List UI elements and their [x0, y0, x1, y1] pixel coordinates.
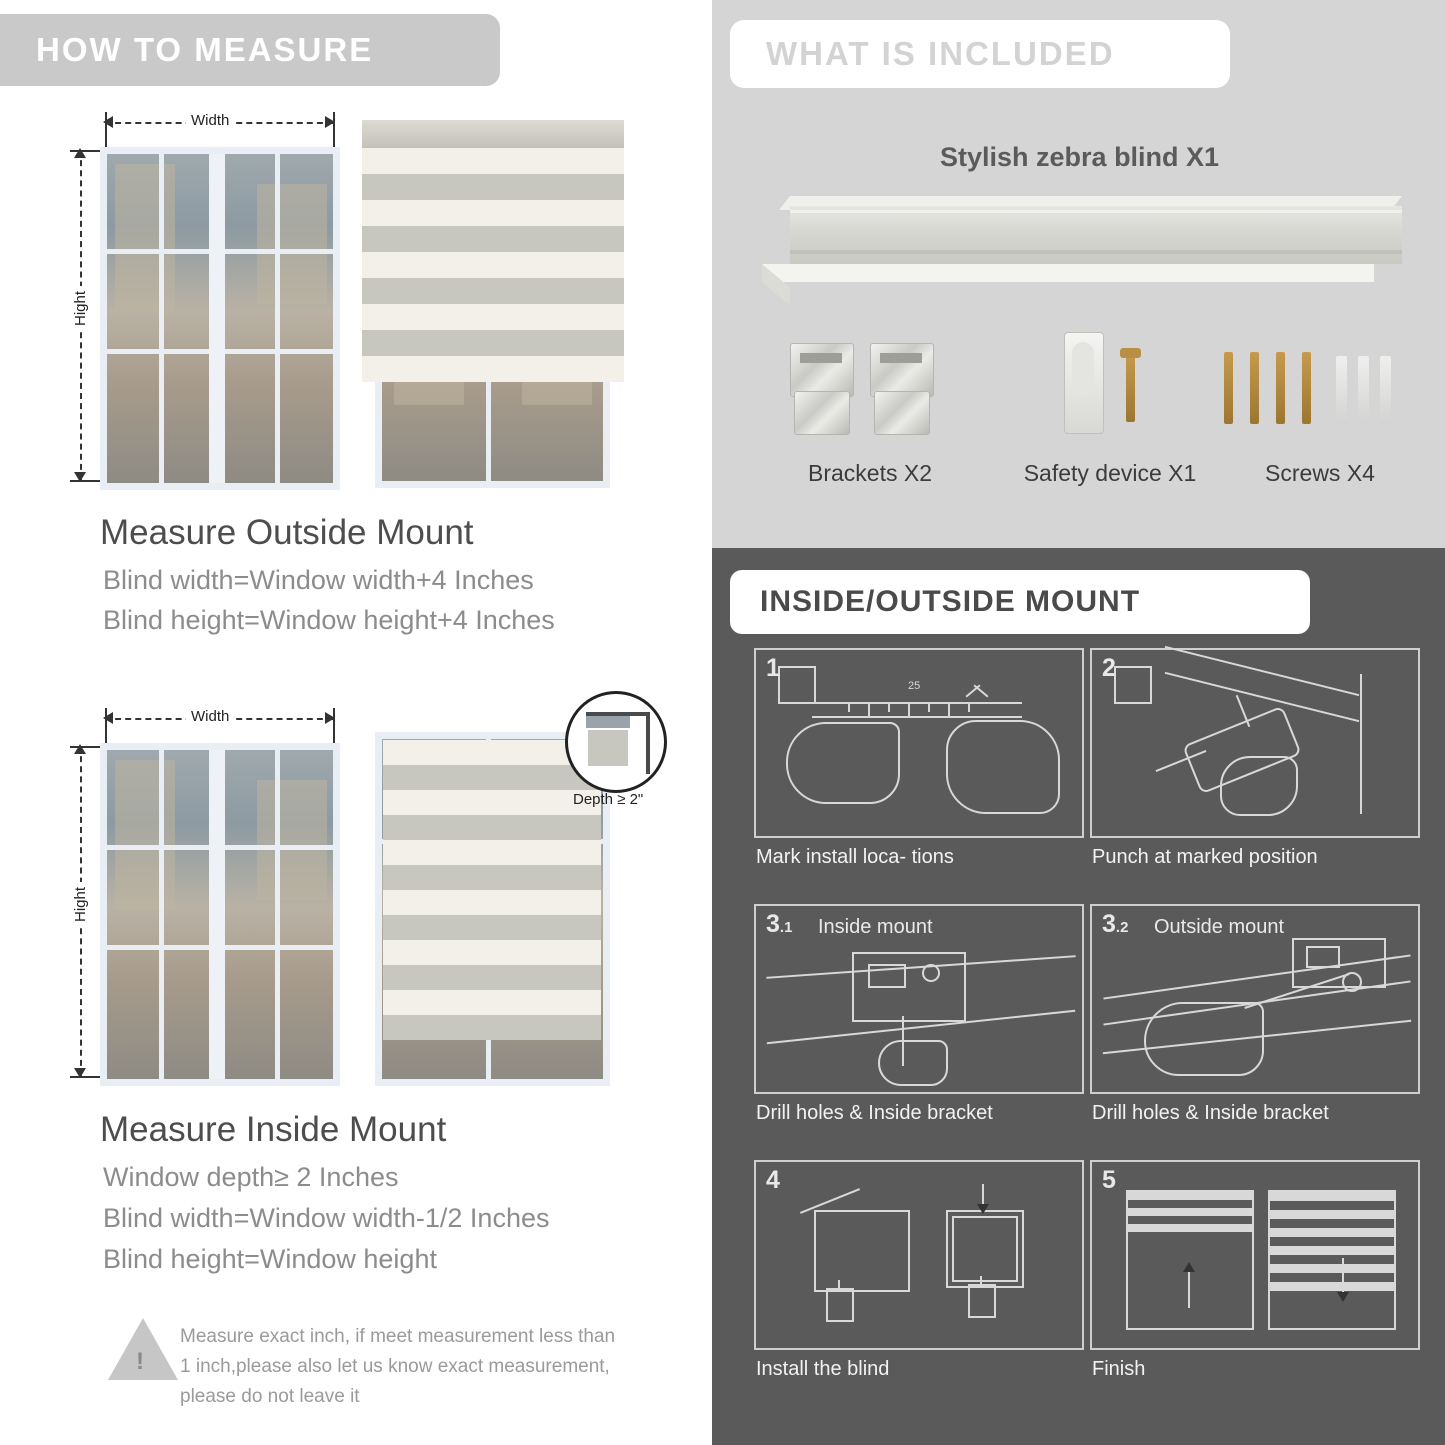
step-3-1	[754, 904, 1084, 1094]
step-5	[1090, 1160, 1420, 1350]
mount-header: INSIDE/OUTSIDE MOUNT	[730, 570, 1310, 634]
step-2	[1090, 648, 1420, 838]
brackets-illustration	[790, 335, 950, 445]
depth-label: Depth ≥ 2"	[573, 791, 644, 808]
inside-mount-diagram	[0, 596, 712, 1116]
step-3-2-subtitle: Outside mount	[1154, 916, 1285, 938]
step-3-2-caption: Drill holes & Inside bracket	[1092, 1102, 1329, 1124]
depth-callout-circle	[565, 691, 667, 793]
window-illustration	[100, 147, 340, 490]
inside-height-label: Hight	[72, 882, 89, 927]
step-2-caption: Punch at marked position	[1092, 846, 1318, 868]
zebra-blind-fabric-inside	[383, 740, 601, 1050]
safety-device-illustration	[1052, 332, 1182, 447]
safety-device-label: Safety device X1	[1023, 460, 1197, 486]
blind-headrail	[362, 120, 624, 148]
inside-width-label: Width	[186, 708, 234, 725]
step-3-2	[1090, 904, 1420, 1094]
zebra-blind-product	[762, 196, 1402, 296]
blind-preview-left	[1126, 1190, 1254, 1330]
step-3-1-num-suffix: .1	[779, 919, 793, 936]
step-3-1-num-text: 3	[766, 910, 780, 938]
blind-preview-right	[1268, 1190, 1396, 1330]
how-to-measure-header: HOW TO MEASURE	[0, 14, 500, 86]
ruler-mark: 25	[908, 680, 921, 692]
step-3-1-subtitle: Inside mount	[818, 916, 933, 938]
step-5-number: 5	[1102, 1166, 1116, 1194]
screws-illustration	[1224, 340, 1404, 440]
inside-mount-line-2: Blind width=Window width-1/2 Inches	[103, 1203, 550, 1233]
screws-label: Screws X4	[1265, 460, 1375, 486]
outside-mount-line-1: Blind width=Window width+4 Inches	[103, 565, 534, 595]
main-item-label: Stylish zebra blind X1	[940, 142, 1220, 172]
step-4	[754, 1160, 1084, 1350]
step-4-number: 4	[766, 1166, 780, 1194]
outside-width-label: Width	[186, 112, 234, 129]
step-1-caption: Mark install loca- tions	[756, 846, 954, 868]
step-5-caption: Finish	[1092, 1358, 1146, 1380]
inside-mount-line-3: Blind height=Window height	[103, 1244, 437, 1274]
brackets-label: Brackets X2	[808, 460, 932, 486]
how-to-measure-panel	[0, 0, 712, 1445]
step-3-2-num-text: 3	[1102, 910, 1116, 938]
step-3-2-number	[1102, 910, 1128, 939]
outside-height-label: Hight	[72, 286, 89, 331]
zebra-blind-fabric	[362, 148, 624, 382]
step-3-1-number	[766, 910, 792, 939]
window-illustration-inside	[100, 743, 340, 1086]
step-3-2-num-suffix: .2	[1115, 919, 1129, 936]
outside-mount-diagram	[0, 0, 712, 520]
warning-exclamation: !	[136, 1348, 144, 1375]
inside-mount-title: Measure Inside Mount	[100, 1110, 447, 1149]
step-3-1-caption: Drill holes & Inside bracket	[756, 1102, 993, 1124]
inside-mount-line-1: Window depth≥ 2 Inches	[103, 1162, 399, 1192]
warning-text: Measure exact inch, if meet measurement less than 1 inch,please also let us know exact measurement, please do not leave it	[180, 1326, 616, 1407]
step-1-number: 1	[766, 654, 780, 682]
what-is-included-header: WHAT IS INCLUDED	[730, 20, 1230, 88]
step-4-caption: Install the blind	[756, 1358, 890, 1380]
outside-mount-line-2: Blind height=Window height+4 Inches	[103, 605, 555, 635]
step-1	[754, 648, 1084, 838]
what-is-included-panel	[712, 0, 1445, 548]
step-2-number: 2	[1102, 654, 1116, 682]
outside-mount-title: Measure Outside Mount	[100, 513, 474, 552]
inside-outside-mount-panel	[712, 548, 1445, 1445]
